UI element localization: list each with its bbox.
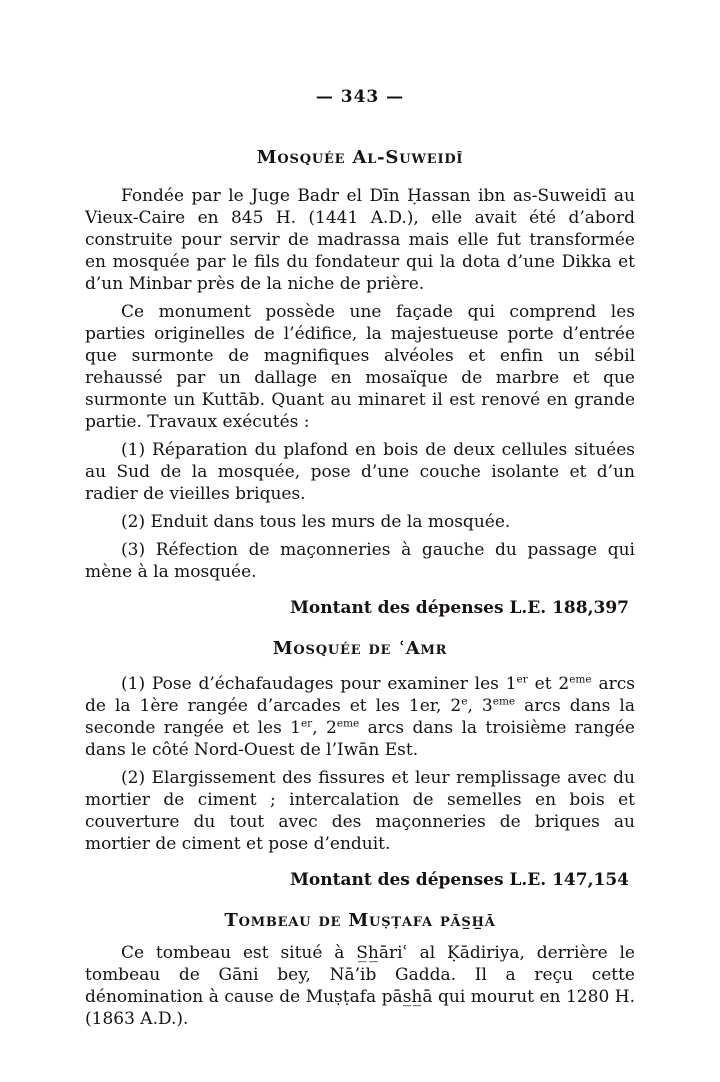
work-item-1: (1) Réparation du plafond en bois de deux cellules situées au Sud de la mosquée, pose d’une couche isolante et d’un radier de vieilles briques.	[85, 440, 635, 504]
work-item-2: (2) Enduit dans tous les murs de la mosquée.	[121, 512, 511, 532]
section-heading-amr: Mosquée de ʿAmr	[272, 638, 448, 659]
paragraph-monument-description: Ce monument possède une façade qui comprend les parties originelles de l’édifice, la majestueuse porte d’entrée que surmonte de magnifiques alvéoles et enfin un sébil rehaussé par un dallage en mosaïque de marbre et que surmonte un Kuttāb. Quant au minaret il est renové en grande partie. Travaux exécutés :	[85, 302, 635, 432]
expense-total-amr: Montant des dépenses L.E. 147,154	[290, 870, 629, 890]
section-heading-tombeau: Tombeau de Muṣṭafa pās̲h̲ā	[224, 910, 496, 931]
work-item-2: (2) Elargissement des fissures et leur remplissage avec du mortier de ciment ; intercalation de semelles en bois et couverture du tout avec des maçonneries de briques au mortier de ciment et pose d’enduit.	[85, 768, 635, 854]
section-mosquee-al-suweidi	[85, 146, 635, 619]
section-heading-al-suweidi: Mosquée Al-Suweidī	[256, 147, 464, 168]
work-item-1: (1) Pose d’échafaudages pour examiner les 1er et 2eme arcs de la 1ère rangée d’arcades et les 1er, 2e, 3eme arcs dans la seconde rangée et les 1er, 2eme arcs dans la troisième rangée dans le côté Nord-Ouest de l’Iwān Est.	[85, 673, 635, 760]
section-mosquee-de-amr	[85, 637, 635, 891]
paragraph-founding: Fondée par le Juge Badr el Dīn Ḥassan ibn as-Suweidī au Vieux-Caire en 845 H. (1441 A.D.), elle avait été d’abord construite pour servir de madrassa mais elle fut transformée en mosquée par le fils du fondateur qui la dota d’une Dikka et d’un Minbar près de la niche de prière.	[85, 186, 635, 294]
section-tombeau-mustafa-pasha	[85, 909, 635, 1030]
page-number: — 343 —	[315, 87, 405, 107]
paragraph-tomb-location: Ce tombeau est situé à S̲h̲āriʿ al Ḳādiriya, derrière le tombeau de Gāni bey, Nā’ib Gadda. Il a reçu cette dénomination à cause de Muṣṭafa pās̲h̲ā qui mourut en 1280 H. (1863 A.D.).	[85, 943, 635, 1029]
work-item-3: (3) Réfection de maçonneries à gauche du passage qui mène à la mosquée.	[85, 540, 635, 582]
expense-total-al-suweidi: Montant des dépenses L.E. 188,397	[290, 598, 629, 618]
